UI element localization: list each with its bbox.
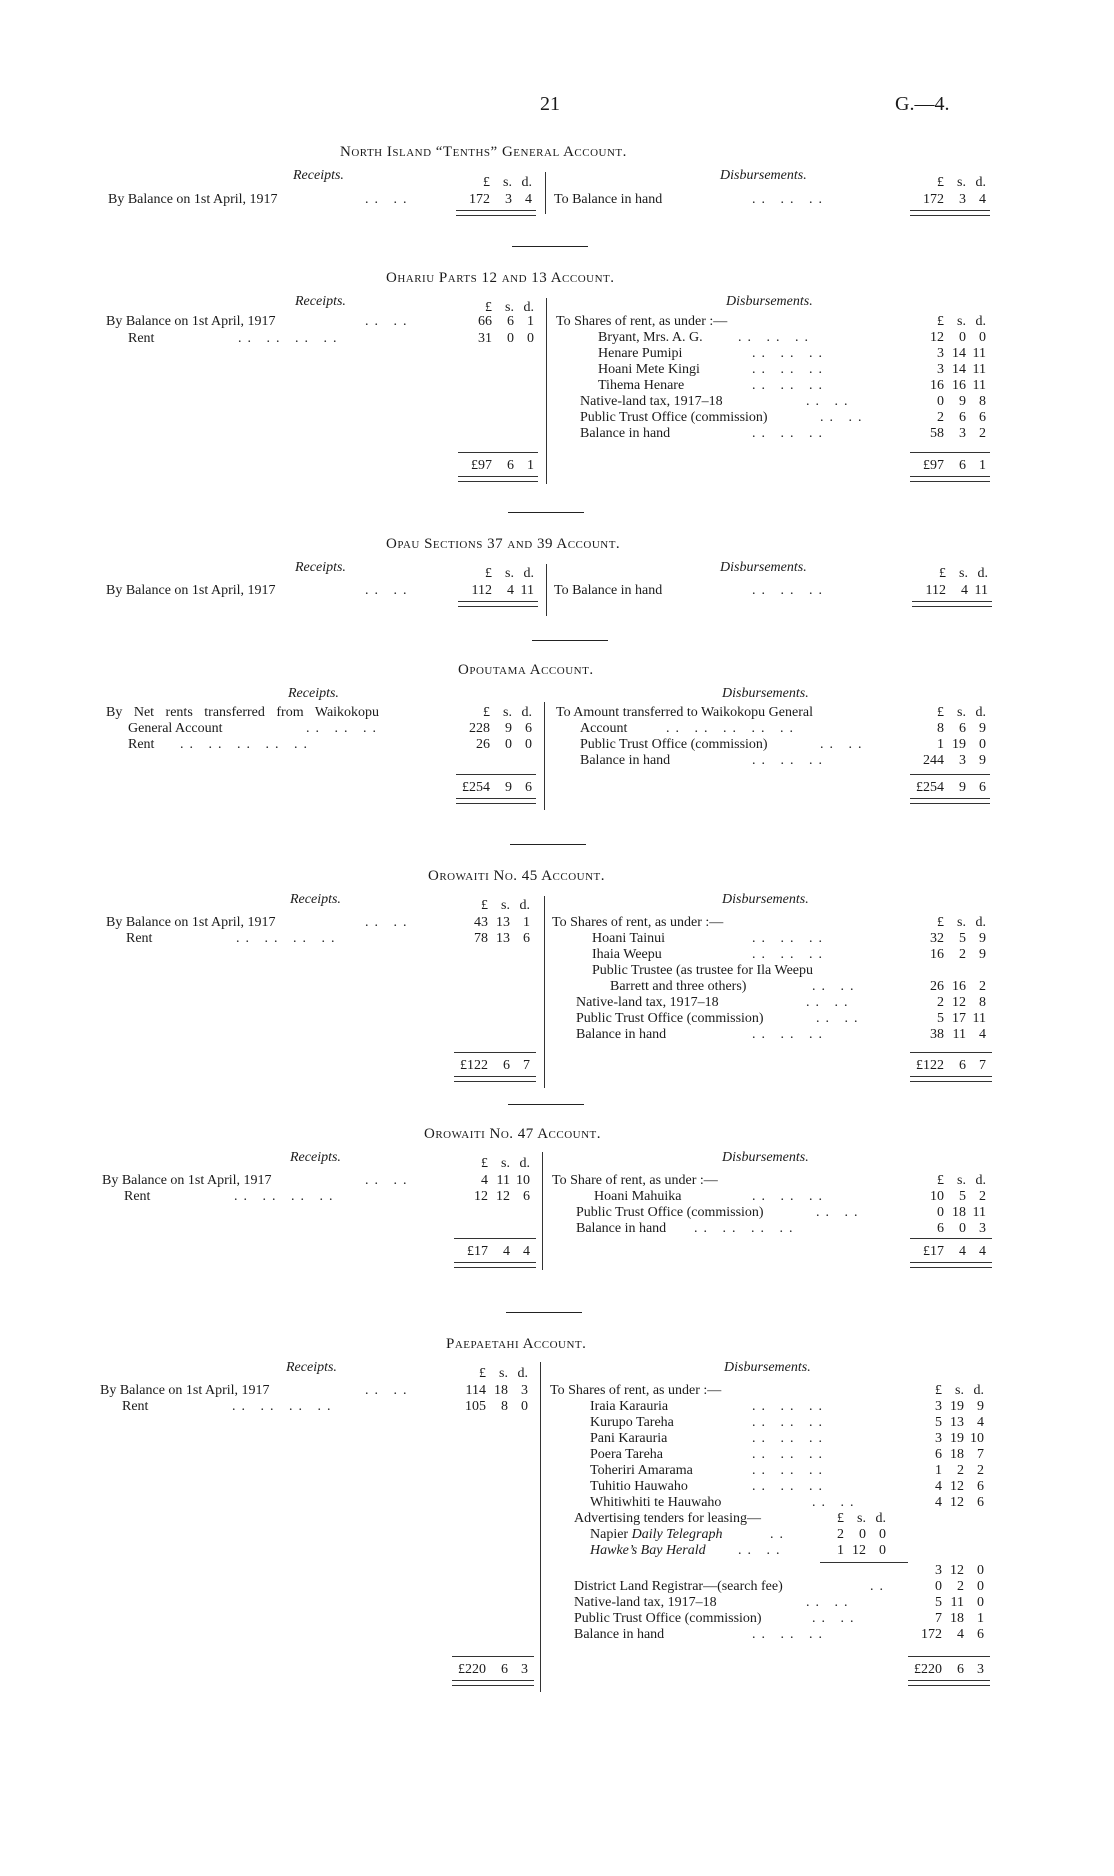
receipt-amount: 31 0 0	[478, 331, 534, 346]
disbursement-heading-line: To Shares of rent, as under :—	[556, 314, 728, 329]
advertising-lsd-header: £ s. d.	[837, 1511, 886, 1526]
disbursement-amount: 6 18 7	[935, 1447, 984, 1462]
receipts-lsd-header: £ s. d.	[483, 705, 532, 720]
disbursement-amount: 12 0 0	[930, 330, 986, 345]
receipt-amount: 172 3 4	[469, 192, 532, 207]
disbursement-line-label: To Balance in hand	[554, 192, 663, 207]
disbursement-amount: 5 13 4	[935, 1415, 984, 1430]
disbursements-heading: Disbursements.	[726, 294, 813, 309]
receipts-total: £254 9 6	[462, 780, 532, 795]
account-title: Opau Sections 37 and 39 Account.	[386, 536, 621, 552]
section-separator	[510, 844, 586, 845]
disbursements-heading: Disbursements.	[722, 686, 809, 701]
disbursement-line-label-cont: Barrett and three others)	[610, 979, 747, 994]
disbursement-amount: 0 9 8	[937, 394, 986, 409]
disbursement-line-label: Tihema Henare	[598, 378, 685, 393]
disbursement-amount: 1 2 2	[935, 1463, 984, 1478]
disbursements-lsd-header: £ s. d.	[937, 175, 986, 190]
disbursement-amount: 16 16 11	[930, 378, 986, 393]
receipt-amount: 26 0 0	[476, 737, 532, 752]
receipt-amount: 228 9 6	[469, 721, 532, 736]
disbursement-line-label: Public Trust Office (commission)	[574, 1611, 762, 1626]
receipt-line-label: By Net rents transferred from Waikokopu	[106, 705, 380, 720]
receipts-lsd-header: £ s. d.	[481, 1156, 530, 1171]
receipts-total: £220 6 3	[458, 1662, 528, 1677]
disbursement-amount: 0 2 0	[935, 1579, 984, 1594]
disbursement-line-label: Native-land tax, 1917–18	[580, 394, 723, 409]
disbursement-amount: 5 17 11	[937, 1011, 986, 1026]
disbursement-amount: 172 4 6	[921, 1627, 984, 1642]
disbursement-amount: 8 6 9	[937, 721, 986, 736]
receipt-line-label: By Balance on 1st April, 1917	[108, 192, 278, 207]
receipt-line-label: Rent	[124, 1189, 151, 1204]
receipt-line-label: By Balance on 1st April, 1917	[106, 583, 276, 598]
disbursement-line-label: District Land Registrar—(search fee)	[574, 1579, 783, 1594]
disbursement-amount: 0 18 11	[937, 1205, 986, 1220]
section-separator	[512, 246, 588, 247]
receipts-heading: Receipts.	[290, 1150, 341, 1165]
disbursement-line-label: Ihaia Weepu	[592, 947, 662, 962]
receipt-amount: 112 4 11	[471, 583, 534, 598]
receipts-total: £17 4 4	[467, 1244, 530, 1259]
receipt-line-label: Rent	[128, 737, 155, 752]
disbursement-line-label: Tuhitio Hauwaho	[590, 1479, 688, 1494]
disbursements-lsd-header: £ s. d.	[939, 566, 988, 581]
section-separator	[506, 1312, 582, 1313]
receipts-lsd-header: £ s. d.	[479, 1366, 528, 1381]
disbursements-total: £97 6 1	[923, 458, 986, 473]
disbursements-heading: Disbursements.	[722, 892, 809, 907]
receipt-line-label: By Balance on 1st April, 1917	[106, 915, 276, 930]
disbursement-amount: 3 14 11	[937, 362, 986, 377]
account-title: Orowaiti No. 47 Account.	[424, 1126, 602, 1142]
receipt-line-label: Rent	[128, 331, 155, 346]
disbursement-line-label: Hoani Mahuika	[594, 1189, 682, 1204]
account-title: Ohariu Parts 12 and 13 Account.	[386, 270, 615, 286]
receipt-amount: 43 13 1	[474, 915, 530, 930]
disbursement-amount: 26 16 2	[930, 979, 986, 994]
page-reference: G.—4.	[895, 93, 950, 115]
disbursement-line-label: Hoani Mete Kingi	[598, 362, 700, 377]
receipts-heading: Receipts.	[288, 686, 339, 701]
section-separator	[508, 512, 584, 513]
disbursement-amount: 4 12 6	[935, 1479, 984, 1494]
advertising-line-label: Napier Daily Telegraph	[590, 1527, 723, 1542]
disbursement-amount: 112 4 11	[925, 583, 988, 598]
disbursement-line-label: Public Trust Office (commission)	[580, 410, 768, 425]
receipt-line-label: By Balance on 1st April, 1917	[100, 1383, 270, 1398]
disbursement-line-label: Henare Pumipi	[598, 346, 683, 361]
disbursement-line-label: Balance in hand	[576, 1221, 667, 1236]
disbursement-amount: 7 18 1	[935, 1611, 984, 1626]
disbursement-amount: 2 6 6	[937, 410, 986, 425]
disbursements-total: £122 6 7	[916, 1058, 986, 1073]
disbursement-amount: 1 19 0	[937, 737, 986, 752]
disbursement-amount: 16 2 9	[930, 947, 986, 962]
receipts-total: £122 6 7	[460, 1058, 530, 1073]
receipts-lsd-header: £ s. d.	[483, 175, 532, 190]
account-title: Paepaetahi Account.	[446, 1336, 587, 1352]
disbursements-heading: Disbursements.	[720, 560, 807, 575]
disbursements-heading: Disbursements.	[724, 1360, 811, 1375]
disbursement-line-label: Bryant, Mrs. A. G.	[598, 330, 703, 345]
disbursements-lsd-header: £ s. d.	[937, 1173, 986, 1188]
disbursements-heading: Disbursements.	[722, 1150, 809, 1165]
section-separator	[508, 1104, 584, 1105]
disbursement-line-label: Public Trustee (as trustee for Ila Weepu	[592, 963, 814, 978]
receipts-heading: Receipts.	[286, 1360, 337, 1375]
disbursement-amount: 6 0 3	[937, 1221, 986, 1236]
disbursement-amount: 3 19 10	[935, 1431, 984, 1446]
receipts-heading: Receipts.	[295, 560, 346, 575]
advertising-heading: Advertising tenders for leasing—	[574, 1511, 762, 1526]
disbursement-line-label-cont: Account	[580, 721, 628, 736]
receipt-amount: 114 18 3	[465, 1383, 528, 1398]
advertising-line-label: Hawke’s Bay Herald	[590, 1543, 706, 1558]
disbursement-amount: 10 5 2	[930, 1189, 986, 1204]
receipt-line-label: Rent	[122, 1399, 149, 1414]
account-title: North Island “Tenths” General Account.	[340, 144, 627, 160]
advertising-amount: 2 0 0	[837, 1527, 886, 1542]
disbursement-amount: 2 12 8	[937, 995, 986, 1010]
disbursement-line-label: Native-land tax, 1917–18	[576, 995, 719, 1010]
disbursement-amount: 4 12 6	[935, 1495, 984, 1510]
disbursement-amount: 38 11 4	[930, 1027, 986, 1042]
section-separator	[532, 640, 608, 641]
receipt-amount: 66 6 1	[478, 314, 534, 329]
disbursement-amount: 3 14 11	[937, 346, 986, 361]
receipt-amount: 4 11 10	[481, 1173, 530, 1188]
receipt-line-label-cont: General Account	[128, 721, 223, 736]
disbursement-line-label: Balance in hand	[576, 1027, 667, 1042]
disbursement-line-label: Balance in hand	[580, 426, 671, 441]
disbursements-lsd-header: £ s. d.	[937, 314, 986, 329]
advertising-subtotal: 3 12 0	[935, 1563, 984, 1578]
disbursements-heading: Disbursements.	[720, 168, 807, 183]
disbursement-heading-line: To Share of rent, as under :—	[552, 1173, 718, 1188]
disbursement-amount: 58 3 2	[930, 426, 986, 441]
receipts-lsd-header: £ s. d.	[481, 898, 530, 913]
disbursement-amount: 3 19 9	[935, 1399, 984, 1414]
disbursement-line-label: To Balance in hand	[554, 583, 663, 598]
disbursement-line-label: Hoani Tainui	[592, 931, 666, 946]
disbursement-line-label: To Amount transferred to Waikokopu General	[556, 705, 813, 720]
receipts-heading: Receipts.	[295, 294, 346, 309]
receipts-total: £97 6 1	[471, 458, 534, 473]
advertising-amount: 1 12 0	[837, 1543, 886, 1558]
receipts-lsd-header: £ s. d.	[485, 566, 534, 581]
disbursement-line-label: Pani Karauria	[590, 1431, 668, 1446]
disbursement-heading-line: To Shares of rent, as under :—	[552, 915, 724, 930]
receipt-line-label: Rent	[126, 931, 153, 946]
disbursements-total: £254 9 6	[916, 780, 986, 795]
receipt-line-label: By Balance on 1st April, 1917	[106, 314, 276, 329]
disbursement-amount: 32 5 9	[930, 931, 986, 946]
receipt-amount: 12 12 6	[474, 1189, 530, 1204]
disbursement-line-label: Poera Tareha	[590, 1447, 664, 1462]
disbursement-line-label: Public Trust Office (commission)	[576, 1205, 764, 1220]
disbursement-amount: 172 3 4	[923, 192, 986, 207]
disbursement-line-label: Kurupo Tareha	[590, 1415, 674, 1430]
receipt-amount: 78 13 6	[474, 931, 530, 946]
disbursement-line-label: Public Trust Office (commission)	[580, 737, 768, 752]
receipts-lsd-header: £ s. d.	[485, 300, 534, 315]
disbursement-amount: 5 11 0	[935, 1595, 984, 1610]
disbursement-line-label: Toheriri Amarama	[590, 1463, 693, 1478]
disbursements-lsd-header: £ s. d.	[937, 915, 986, 930]
disbursements-lsd-header: £ s. d.	[937, 705, 986, 720]
disbursements-lsd-header: £ s. d.	[935, 1383, 984, 1398]
disbursement-amount: 244 3 9	[923, 753, 986, 768]
receipt-amount: 105 8 0	[465, 1399, 528, 1414]
disbursements-total: £17 4 4	[923, 1244, 986, 1259]
disbursement-line-label: Iraia Karauria	[590, 1399, 669, 1414]
receipts-heading: Receipts.	[290, 892, 341, 907]
account-title: Orowaiti No. 45 Account.	[428, 868, 606, 884]
receipt-line-label: By Balance on 1st April, 1917	[102, 1173, 272, 1188]
account-title: Opoutama Account.	[458, 662, 594, 678]
disbursement-line-label: Public Trust Office (commission)	[576, 1011, 764, 1026]
disbursement-line-label: Balance in hand	[580, 753, 671, 768]
page-number: 21	[540, 93, 560, 115]
disbursement-line-label: Native-land tax, 1917–18	[574, 1595, 717, 1610]
disbursements-total: £220 6 3	[914, 1662, 984, 1677]
disbursement-line-label: Balance in hand	[574, 1627, 665, 1642]
disbursement-line-label: Whitiwhiti te Hauwaho	[590, 1495, 722, 1510]
receipts-heading: Receipts.	[293, 168, 344, 183]
disbursement-heading-line: To Shares of rent, as under :—	[550, 1383, 722, 1398]
